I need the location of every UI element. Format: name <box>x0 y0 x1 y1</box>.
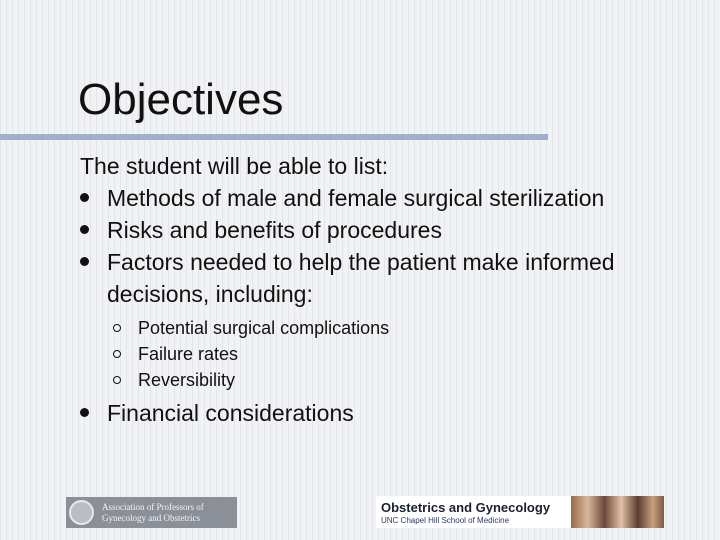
sub-bullet-list <box>113 315 700 393</box>
seal-icon <box>69 500 94 525</box>
slide-content <box>80 150 700 429</box>
unc-logo-text <box>376 496 571 528</box>
apgo-logo <box>66 497 237 528</box>
unc-logo-subtitle: UNC Chapel Hill School of Medicine <box>381 516 510 525</box>
bullet-item <box>80 397 700 429</box>
bullet-text-continued: decisions, including: <box>107 281 313 307</box>
bullet-text: Risks and benefits of procedures <box>107 217 442 243</box>
hollow-circle-icon <box>113 350 121 358</box>
unc-obgyn-logo <box>376 496 664 528</box>
filled-circle-icon <box>80 257 89 266</box>
photo-strip <box>571 496 664 528</box>
sub-bullet-item <box>113 341 700 367</box>
filled-circle-icon <box>80 408 89 417</box>
filled-circle-icon <box>80 225 89 234</box>
apgo-logo-text: Association of Professors of Gynecology and Obstetrics <box>102 501 204 523</box>
sub-bullet-item <box>113 367 700 393</box>
title-underline <box>0 134 548 140</box>
bullet-text: Factors needed to help the patient make informed <box>107 249 615 275</box>
sub-bullet-item <box>113 315 700 341</box>
hollow-circle-icon <box>113 376 121 384</box>
sub-bullet-text: Reversibility <box>138 370 236 390</box>
sub-bullet-text: Failure rates <box>138 344 239 364</box>
slide-title: Objectives <box>78 75 284 124</box>
bullet-text: Financial considerations <box>107 400 354 426</box>
unc-logo-title: Obstetrics and Gynecology <box>381 500 551 515</box>
bullet-item <box>80 246 700 310</box>
bullet-text: Methods of male and female surgical sterilization <box>107 185 605 211</box>
sub-bullet-text: Potential surgical complications <box>138 318 390 338</box>
bullet-item <box>80 214 700 246</box>
hollow-circle-icon <box>113 324 121 332</box>
bullet-item <box>80 182 700 214</box>
intro-text: The student will be able to list: <box>80 153 389 179</box>
filled-circle-icon <box>80 193 89 202</box>
